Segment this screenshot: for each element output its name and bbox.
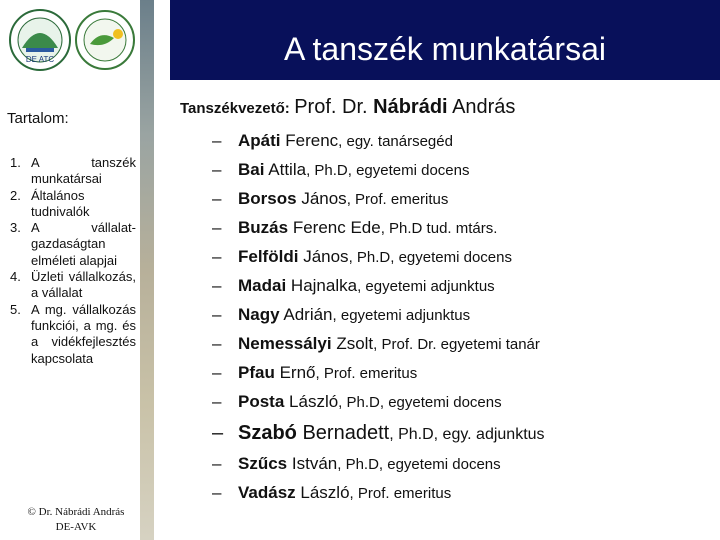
sidebar-decorative-strip: [140, 0, 154, 540]
staff-family-name: Szűcs: [238, 454, 288, 473]
head-given-name: András: [452, 96, 516, 118]
staff-family-name: Nemessályi: [238, 334, 332, 353]
toc-item-number: 1.: [10, 155, 21, 170]
head-name: [294, 96, 515, 118]
bullet-dash: –: [212, 276, 222, 295]
staff-given-name: János: [301, 189, 347, 208]
staff-item: [212, 131, 453, 151]
staff-item: [212, 218, 497, 238]
staff-given-name: Bernadett: [302, 422, 390, 444]
toc-item[interactable]: [10, 269, 136, 302]
staff-position: , egyetemi adjunktus: [357, 278, 495, 295]
staff-item: [212, 276, 495, 296]
staff-position: , Prof. emeritus: [315, 365, 418, 382]
staff-family-name: Szabó: [238, 422, 297, 444]
staff-family-name: Nagy: [238, 305, 280, 324]
toc-heading: Tartalom:: [7, 110, 69, 127]
bullet-dash: –: [212, 483, 222, 502]
staff-family-name: Posta: [238, 392, 285, 411]
bullet-dash: –: [212, 218, 222, 237]
head-title: Prof. Dr.: [294, 96, 368, 118]
staff-position: , Ph.D, egy. adjunktus: [389, 426, 545, 443]
staff-given-name: Ernő: [279, 363, 316, 382]
staff-item: [212, 483, 451, 503]
staff-family-name: Madai: [238, 276, 287, 295]
toc-item[interactable]: [10, 220, 136, 269]
staff-position: , Prof. emeritus: [346, 191, 449, 208]
staff-item: [212, 160, 469, 180]
copyright-author: © Dr. Nábrádi András: [27, 506, 125, 518]
staff-item: [212, 392, 502, 412]
staff-given-name: Ferenc: [285, 131, 339, 150]
toc-item-label: A vállalat-gazdaságtan elméleti alapjai: [31, 220, 136, 268]
bullet-dash: –: [212, 189, 222, 208]
bullet-dash: –: [212, 305, 222, 324]
staff-item: [212, 305, 470, 325]
staff-given-name: Ferenc Ede: [292, 218, 381, 237]
staff-item: [212, 454, 501, 474]
bullet-dash: –: [212, 160, 222, 179]
toc-item-number: 3.: [10, 220, 21, 236]
staff-given-name: Zsolt: [336, 334, 374, 353]
staff-position: , Prof. Dr. egyetemi tanár: [373, 336, 540, 353]
toc-item[interactable]: [10, 155, 136, 188]
staff-given-name: István: [291, 454, 338, 473]
staff-item: [212, 334, 540, 354]
copyright-institution: DE-AVK: [55, 521, 97, 533]
toc-item-number: 4.: [10, 269, 21, 285]
staff-item: [212, 422, 545, 445]
staff-given-name: Hajnalka: [290, 276, 358, 295]
staff-item: [212, 189, 448, 209]
staff-given-name: János: [303, 247, 349, 266]
toc-item-number: 2.: [10, 187, 21, 203]
staff-family-name: Apáti: [238, 131, 281, 150]
staff-position: , egy. tanársegéd: [338, 133, 453, 150]
copyright: [14, 505, 138, 535]
staff-given-name: László: [289, 392, 339, 411]
toc-item[interactable]: [10, 188, 136, 221]
toc-item-number: 5.: [10, 301, 21, 317]
page-title: A tanszék munkatársai: [284, 31, 606, 67]
logo-text: DE ATC: [25, 55, 55, 64]
head-label: Tanszékvezető:: [180, 100, 290, 117]
staff-given-name: Attila: [268, 160, 307, 179]
toc-item[interactable]: [10, 302, 136, 367]
staff-position: , Ph.D, egyetemi docens: [306, 162, 470, 179]
staff-family-name: Felföldi: [238, 247, 299, 266]
staff-family-name: Pfau: [238, 363, 275, 382]
head-family-name: Nábrádi: [373, 96, 448, 118]
staff-family-name: Vadász: [238, 483, 296, 502]
toc-item-label: Általános tudnivalók: [31, 187, 90, 219]
table-of-contents: [10, 155, 136, 367]
staff-position: , Ph.D tud. mtárs.: [380, 220, 498, 237]
de-atc-logo: [8, 8, 72, 72]
bullet-dash: –: [212, 247, 222, 266]
staff-given-name: László: [300, 483, 350, 502]
staff-given-name: Adrián: [283, 305, 333, 324]
staff-family-name: Buzás: [238, 218, 289, 237]
staff-item: [212, 247, 512, 267]
bullet-dash: –: [212, 422, 224, 444]
staff-position: , Ph.D, egyetemi docens: [338, 394, 502, 411]
department-head: [180, 96, 515, 119]
staff-family-name: Borsos: [238, 189, 297, 208]
staff-position: , Ph.D, egyetemi docens: [348, 249, 512, 266]
toc-item-label: A mg. vállalkozás funkciói, a mg. és a vidékfejlesztés kapcsolata: [31, 301, 136, 366]
staff-position: , egyetemi adjunktus: [332, 307, 471, 324]
bullet-dash: –: [212, 131, 222, 150]
faculty-logo: [74, 8, 136, 72]
toc-item-label: Üzleti vállalkozás, a vállalat: [31, 269, 136, 301]
bullet-dash: –: [212, 392, 222, 411]
title-bar: [170, 0, 720, 80]
staff-position: , Prof. emeritus: [349, 485, 452, 502]
toc-item-label: A tanszék munkatársai: [31, 155, 136, 187]
bullet-dash: –: [212, 363, 222, 382]
bullet-dash: –: [212, 454, 222, 473]
staff-position: , Ph.D, egyetemi docens: [337, 456, 501, 473]
sidebar: [0, 0, 140, 540]
staff-item: [212, 363, 417, 383]
staff-family-name: Bai: [238, 160, 265, 179]
bullet-dash: –: [212, 334, 222, 353]
